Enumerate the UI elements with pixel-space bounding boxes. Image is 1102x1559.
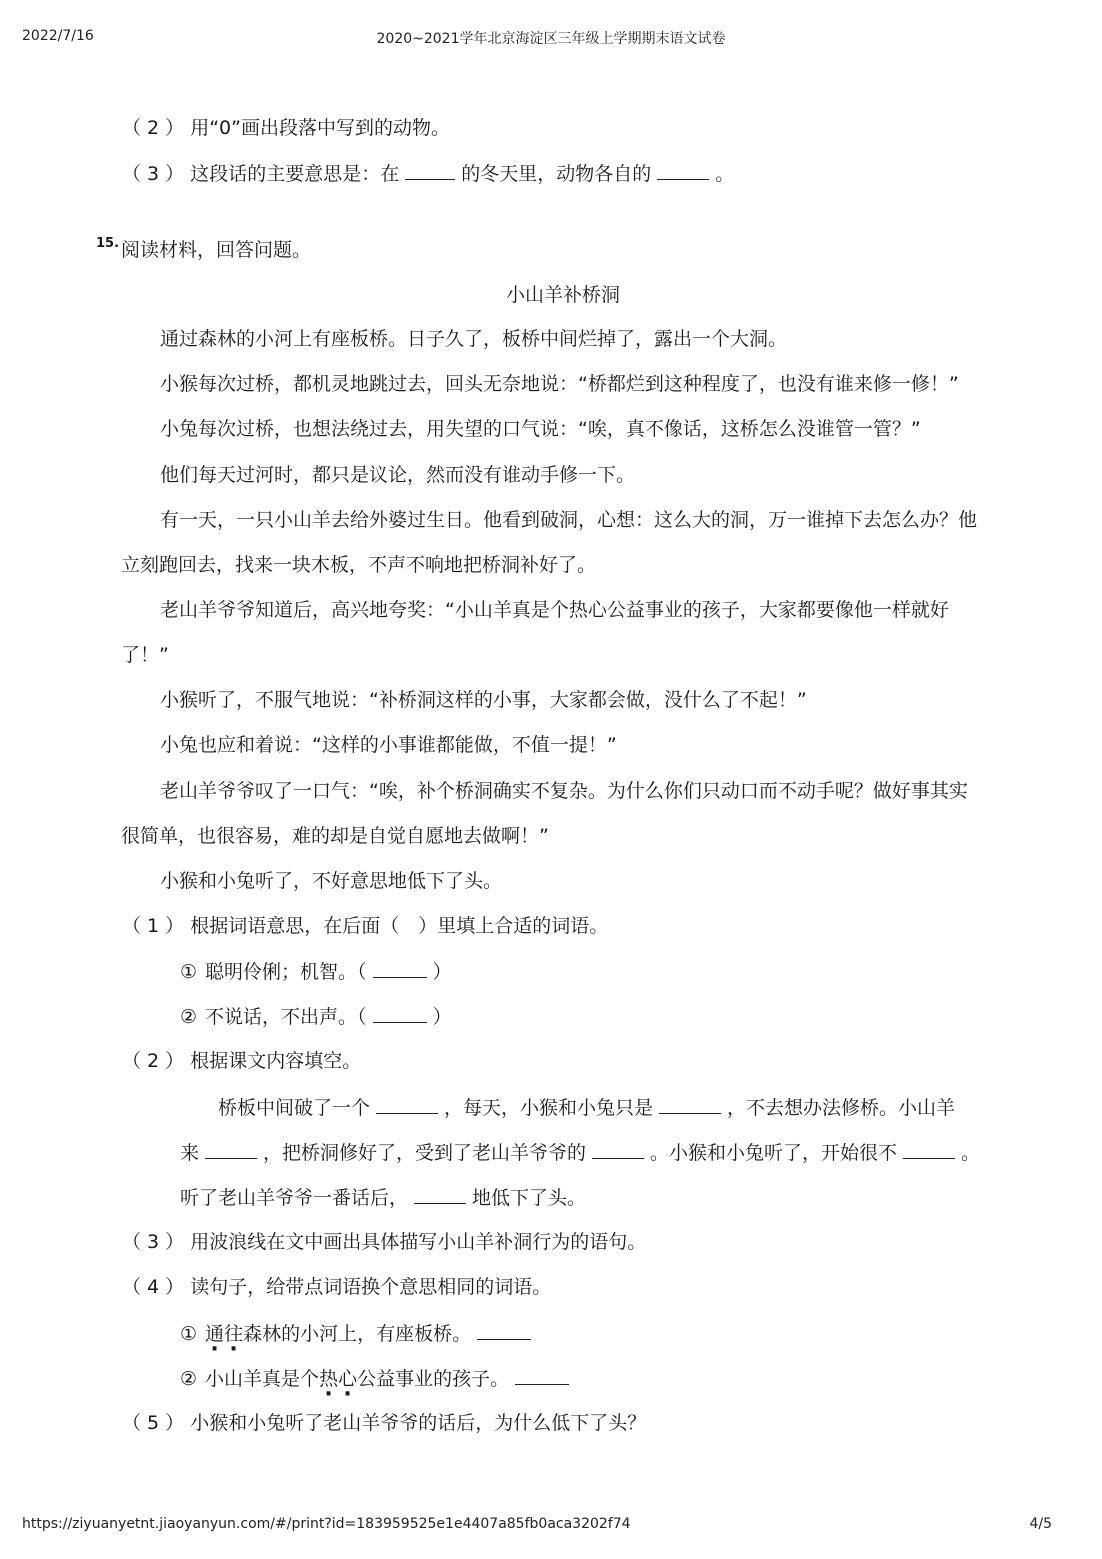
answer-blank[interactable] [515,1366,569,1385]
story-title: 小山羊补桥洞 [506,284,621,306]
subquestion-1-item [180,1004,452,1029]
answer-blank[interactable] [205,1140,257,1159]
story-paragraph: 小兔也应和着说：“这样的小事谁都能做，不值一提！” [160,734,617,756]
item-text: 不说话，不出声。（ [205,1006,367,1028]
document-title: 2020~2021学年北京海淀区三年级上学期期末语文试卷 [376,31,726,47]
story-paragraph: 老山羊爷爷知道后，高兴地夸奖：“小山羊真是个热心公益事业的孩子，大家都要像他一样就好 [160,599,949,621]
subquestion-5-prompt: （ 5 ） 小猴和小兔听了老山羊爷爷的话后，为什么低下了头？ [122,1412,647,1434]
item-close: ） [432,1006,452,1028]
story-paragraph: 有一天，一只小山羊去给外婆过生日。他看到破洞，心想：这么大的洞，万一谁掉下去怎么办？他 [160,509,978,531]
fill-in-line [180,1140,980,1165]
question-prompt: 阅读材料，回答问题。 [121,239,312,261]
fill-text: 。 [961,1142,981,1164]
fill-in-line [218,1095,955,1120]
story-paragraph: 立刻跑回去，找来一块木板，不声不响地把桥洞补好了。 [121,554,597,576]
subquestion-1-item [180,959,452,984]
answer-blank[interactable] [903,1140,955,1159]
circled-number: ① [180,1323,198,1345]
answer-blank[interactable] [592,1140,644,1159]
fill-text: 地低下了头。 [472,1187,587,1209]
circled-number: ① [180,961,198,983]
circled-number: ② [180,1368,198,1390]
subquestion-3-prompt: （ 3 ） 用波浪线在文中画出具体描写小山羊补洞行为的语句。 [122,1231,647,1253]
fill-text: 听了老山羊爷爷一番话后， [180,1187,409,1209]
answer-blank[interactable] [373,1004,427,1023]
answer-blank[interactable] [373,959,427,978]
story-paragraph: 通过森林的小河上有座板桥。日子久了，板桥中间烂掉了，露出一个大洞。 [160,328,788,350]
story-paragraph: 小猴每次过桥，都机灵地跳过去，回头无奈地说：“桥都烂到这种程度了，也没有谁来修一修！” [160,373,959,395]
subquestion-2-prompt: （ 2 ） 根据课文内容填空。 [122,1050,362,1072]
item-text: 小山羊真是个 [205,1368,320,1390]
prev-subquestion-2: （ 2 ） 用“0”画出段落中写到的动物。 [122,117,450,139]
page-number: 4/5 [1029,1516,1052,1532]
fill-text: ，每天，小猴和小兔只是 [444,1097,654,1119]
item-text: 森林的小河上，有座板桥。 [243,1323,472,1345]
fill-text: 来 [180,1142,200,1164]
fill-text: 桥板中间破了一个 [218,1097,371,1119]
prev-subquestion-3 [122,161,734,186]
prev-q3-text-a: （ 3 ） 这段话的主要意思是：在 [122,163,400,185]
story-paragraph: 小兔每次过桥，也想法绕过去，用失望的口气说：“唉，真不像话，这桥怎么没谁管一管？” [160,418,921,440]
fill-text: ，把桥洞修好了，受到了老山羊爷爷的 [263,1142,587,1164]
answer-blank[interactable] [477,1321,531,1340]
subquestion-4-item [180,1366,575,1391]
story-paragraph: 他们每天过河时，都只是议论，然而没有谁动手修一下。 [160,464,636,486]
answer-blank[interactable] [414,1185,466,1204]
story-paragraph: 了！” [121,644,169,666]
question-number: 15. [96,236,120,251]
fill-text: ，不去想办法修桥。小山羊 [727,1097,956,1119]
print-date: 2022/7/16 [22,28,94,44]
subquestion-1-prompt: （ 1 ） 根据词语意思，在后面（ ）里填上合适的词语。 [122,915,609,937]
circled-number: ② [180,1006,198,1028]
story-paragraph: 老山羊爷爷叹了一口气：“唉，补个桥洞确实不复杂。为什么你们只动口而不动手呢？做好事其实 [160,780,968,802]
fill-text: 。小猴和小兔听了，开始很不 [650,1142,898,1164]
dotted-word-char: 通 [205,1323,225,1345]
dotted-word-char: 往 [224,1323,244,1345]
answer-blank[interactable] [657,161,709,180]
prev-q3-text-c: 。 [715,163,735,185]
subquestion-4-item [180,1321,537,1346]
dotted-word-char: 心 [338,1368,358,1390]
fill-in-line [180,1185,586,1210]
answer-blank[interactable] [659,1095,721,1114]
story-paragraph: 小猴听了，不服气地说：“补桥洞这样的小事，大家都会做，没什么了不起！” [160,689,807,711]
subquestion-4-prompt: （ 4 ） 读句子，给带点词语换个意思相同的词语。 [122,1276,552,1298]
story-paragraph: 小猴和小兔听了，不好意思地低下了头。 [160,870,503,892]
prev-q3-text-b: 的冬天里，动物各自的 [461,163,652,185]
item-text: 公益事业的孩子。 [357,1368,510,1390]
item-close: ） [432,961,452,983]
dotted-word-char: 热 [319,1368,339,1390]
story-paragraph: 很简单，也很容易，难的却是自觉自愿地去做啊！” [121,825,549,847]
answer-blank[interactable] [405,161,455,180]
page-url: https://ziyuanyetnt.jiaoyanyun.com/#/print?id=183959525e1e4407a85fb0aca3202f74 [22,1516,631,1532]
answer-blank[interactable] [376,1095,438,1114]
item-text: 聪明伶俐；机智。（ [205,961,367,983]
